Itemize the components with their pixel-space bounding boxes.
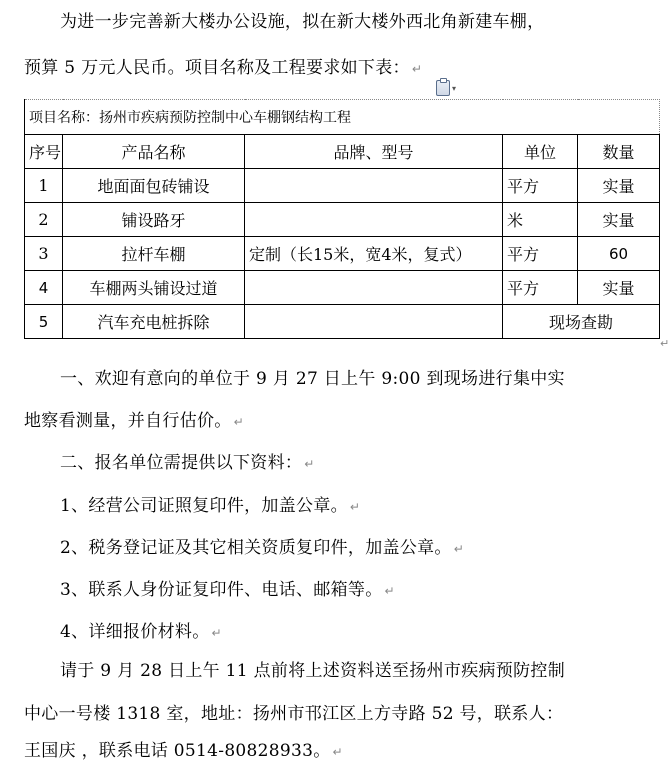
para-1-line-1: 一、欢迎有意向的单位于 9 月 27 日上午 9:00 到现场进行集中实 [60,369,565,389]
paragraph-mark: ↵ [233,415,244,429]
row-no: 2 [25,203,63,237]
chevron-down-icon: ▾ [452,83,457,93]
list-item: 2、税务登记证及其它相关资质复印件，加盖公章。 ↵ [60,538,465,558]
paragraph-mark: ↵ [384,584,395,598]
header-brand: 品牌、型号 [245,135,503,169]
para-3-line-2: 中心一号楼 1318 室，地址：扬州市邗江区上方寺路 52 号，联系人： [24,704,564,724]
clipboard-icon [436,80,450,96]
row-qty: 实量 [578,169,660,203]
para-2: 二、报名单位需提供以下资料： ↵ [60,453,315,473]
row-name: 地面面包砖铺设 [63,169,245,203]
row-merged-unit-qty: 现场查勘 [503,305,660,339]
table-row [25,203,660,237]
row-no: 4 [25,271,63,305]
row-brand [245,203,503,237]
row-name: 汽车充电桩拆除 [63,305,245,339]
row-name: 拉杆车棚 [63,237,245,271]
row-end-mark: ↵ [660,337,670,350]
project-title-cell: 项目名称：扬州市疾病预防控制中心车棚钢结构工程 [25,100,660,135]
paragraph-mark: ↵ [211,626,222,640]
row-brand [245,169,503,203]
para-3-line-3: 王国庆 ，联系电话 0514-80828933。 ↵ [24,741,343,761]
row-qty: 60 [578,237,660,271]
row-unit: 米 [503,203,578,237]
paragraph-mark: ↵ [332,745,343,759]
intro-line-1: 为进一步完善新大楼办公设施，拟在新大楼外西北角新建车棚， [60,12,545,32]
paste-options-icon[interactable] [436,80,462,96]
paragraph-mark: ↵ [453,542,465,556]
para-3-line-1: 请于 9 月 28 日上午 11 点前将上述资料送至扬州市疾病预防控制 [60,661,566,681]
row-unit: 平方 [503,237,578,271]
header-qty: 数量 [578,135,660,169]
row-brand [245,305,503,339]
row-no: 5 [25,305,63,339]
row-unit: 平方 [503,271,578,305]
row-name: 车棚两头铺设过道 [63,271,245,305]
table-row [25,169,660,203]
row-unit: 平方 [503,169,578,203]
table-row [25,237,660,271]
header-name: 产品名称 [63,135,245,169]
row-name: 铺设路牙 [63,203,245,237]
project-title-row [25,100,660,135]
header-unit: 单位 [503,135,578,169]
paragraph-mark: ↵ [304,457,315,471]
list-item: 3、联系人身份证复印件、电话、邮箱等。 ↵ [60,580,395,600]
row-brand: 定制（长15米，宽4米，复式） [245,237,503,271]
intro-line-2: 预算 5 万元人民币。项目名称及工程要求如下表： ↵ [24,58,423,78]
table-row [25,271,660,305]
list-item: 4、详细报价材料。 ↵ [60,622,222,642]
row-qty: 实量 [578,203,660,237]
header-no: 序号 [25,135,63,169]
para-1-line-2: 地察看测量，并自行估价。 ↵ [24,411,244,431]
row-brand [245,271,503,305]
row-no: 3 [25,237,63,271]
list-item: 1、经营公司证照复印件，加盖公章。 ↵ [60,496,361,516]
row-qty: 实量 [578,271,660,305]
project-table [24,99,660,339]
table-row [25,305,660,339]
row-no: 1 [25,169,63,203]
table-header-row [25,135,660,169]
paragraph-mark: ↵ [411,62,423,76]
paragraph-mark: ↵ [349,500,361,514]
